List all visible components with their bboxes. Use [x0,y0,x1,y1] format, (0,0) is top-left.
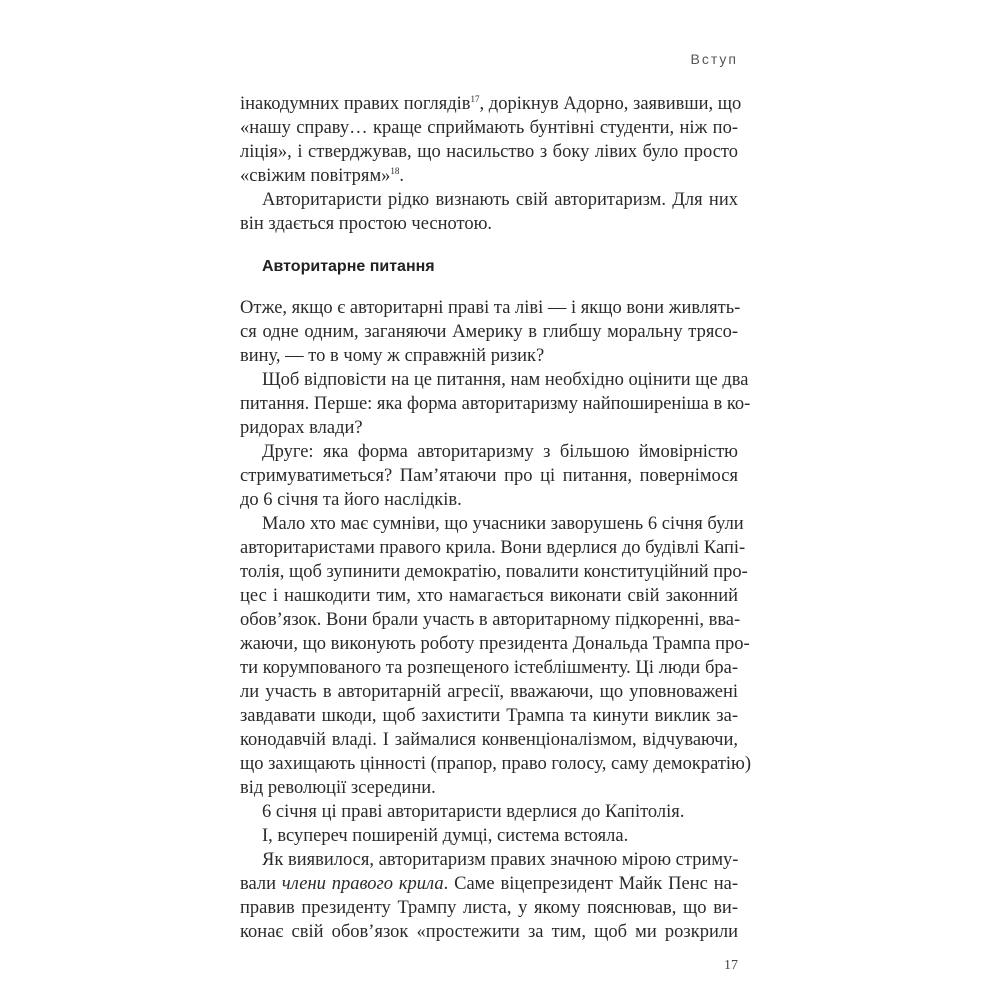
text-line: вали члени правого крила. Саме віцепрезидент Майк Пенс на- [240,874,739,894]
text-line: питання. Перше: яка форма авторитаризму найпоширеніша в ко- [240,394,751,414]
text-line: І, всупереч поширеній думці, система встояла. [262,826,629,846]
text-line: авторитаристами правого крила. Вони вдерлися до будівлі Капі- [240,538,746,558]
text-line: що захищають цінності (прапор, право голосу, саму демократію) [240,754,752,774]
text-line: Друге: яка форма авторитаризму з більшою ймовірністю [262,442,738,462]
text-line: конодавчій владі. І займалися конвенціоналізмом, відчуваючи, [240,730,738,750]
text-line: толія, щоб зупинити демократію, повалити конституційний про- [240,562,748,582]
text-line: від революції зсередини. [240,778,436,798]
page-number: 17 [724,958,738,973]
text-line: до 6 січня та його наслідків. [240,490,462,510]
text-line: він здається простою чеснотою. [240,214,493,234]
text-line: «свіжим повітрям»$^{18}$. [240,165,405,186]
text-line: обов’язок. Вони брали участь в авторитарному підкоренні, вва- [240,610,741,630]
text-line: ли участь в авторитарній агресії, вважаючи, що уповноважені [240,682,738,702]
text-line: 6 січня ці праві авторитаристи вдерлися до Капітолія. [262,802,685,822]
text-line: ти корумпованого та розпещеного істеблішменту. Ці люди бра- [240,658,738,678]
text-line: цес і нашкодити тим, хто намагається виконати свій законний [240,586,738,606]
running-head: Вступ [690,51,738,67]
text-line: стримуватиметься? Пам’ятаючи про ці питання, повернімося [240,466,738,486]
text-line: ся одне одним, заганяючи Америку в глибшу моральну трясо- [240,322,738,342]
text-line: Як виявилося, авторитаризм правих значною мірою стриму- [262,850,739,870]
text-line: «нашу справу… краще сприймають бунтівні студенти, ніж по- [240,118,738,138]
text-line: жаючи, що виконують роботу президента Дональда Трампа про- [240,634,750,654]
text-line: Мало хто має сумніви, що учасники заворушень 6 січня були [262,514,744,534]
text-line: Авторитаристи рідко визнають свій авторитаризм. Для них [262,190,738,210]
text-line: вину, — то в чому ж справжній ризик? [240,346,545,366]
footnote-ref: 18 [390,165,400,176]
text-line: ридорах влади? [240,418,363,438]
footnote-ref: 17 [470,93,480,104]
text-line: конає свій обов’язок «простежити за тим, щоб ми розкрили [240,922,738,942]
text-line: ліція», і стверджував, що насильство з боку лівих було просто [240,142,738,162]
text-line: інакодумних правих поглядів$^{17}$, дорікнув Адорно, заявивши, що [240,93,742,114]
text-line: Отже, якщо є авторитарні праві та ліві — і якщо вони живлять- [240,298,741,318]
italic-phrase: члени правого крила [281,874,444,894]
text-line: правив президенту Трампу листа, у якому пояснював, що ви- [240,898,738,918]
section-heading: Авторитарне питання [262,258,435,275]
text-line: Щоб відповісти на це питання, нам необхідно оцінити ще два [262,370,749,390]
text-line: завдавати шкоди, щоб захистити Трампа та кинути виклик за- [240,706,738,726]
